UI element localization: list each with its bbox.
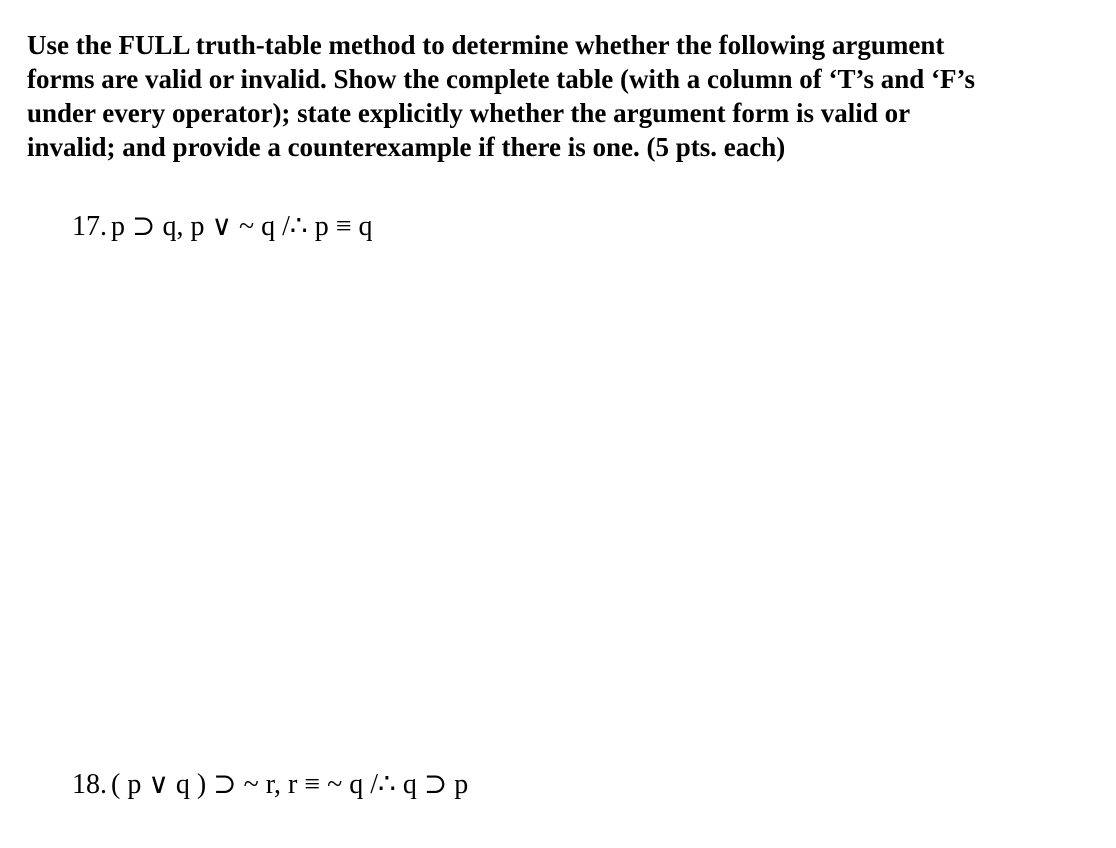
instructions-line-4: invalid; and provide a counterexample if there is one. (5 pts. each) bbox=[27, 132, 786, 162]
instructions-line-1: Use the FULL truth-table method to determine whether the following argument bbox=[27, 30, 945, 60]
problem-17 bbox=[72, 210, 373, 244]
problem-17-formula: p ⊃ q, p ∨ ~ q /∴ p ≡ q bbox=[111, 211, 373, 242]
instructions-line-3: under every operator); state explicitly whether the argument form is valid or bbox=[27, 98, 911, 128]
instructions-paragraph bbox=[27, 28, 1097, 164]
problem-18-number: 18. bbox=[72, 769, 107, 800]
problem-17-number: 17. bbox=[72, 211, 107, 242]
instructions-line-2: forms are valid or invalid. Show the complete table (with a column of ‘T’s and ‘F’s bbox=[27, 64, 975, 94]
problem-18 bbox=[72, 768, 468, 802]
problem-18-formula: ( p ∨ q ) ⊃ ~ r, r ≡ ~ q /∴ q ⊃ p bbox=[111, 769, 469, 800]
